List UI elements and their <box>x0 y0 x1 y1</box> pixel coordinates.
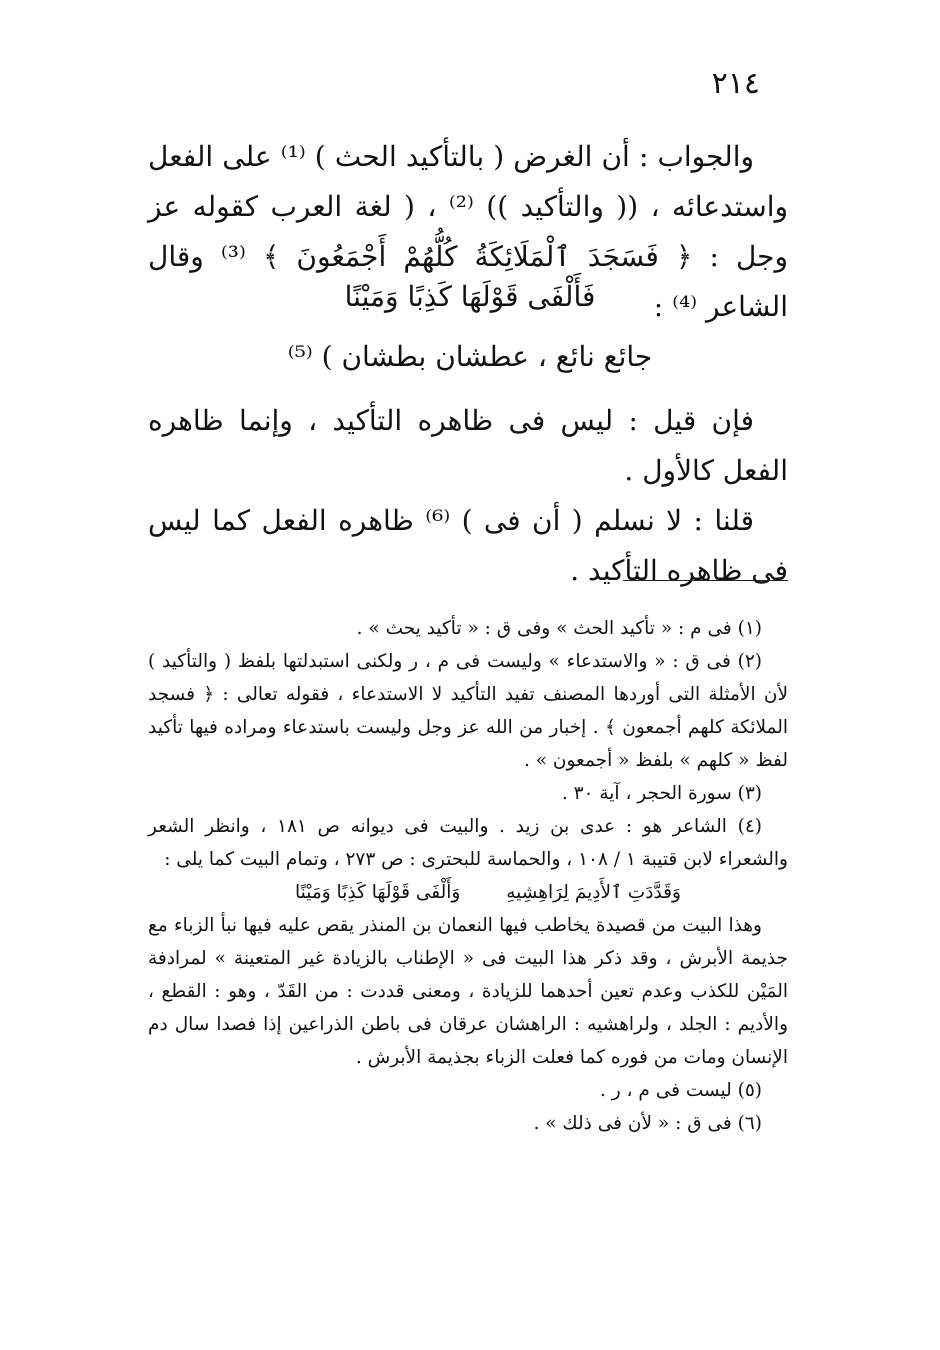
footnote-3: (٣) سورة الحجر ، آية ٣٠ . <box>561 783 762 804</box>
main-text-lower <box>148 396 788 596</box>
page-number: ٢١٤ <box>711 66 760 101</box>
footnote-1: (١) فى م : « تأكيد الحث » وفى ق : « تأكيد يحث » . <box>356 618 762 639</box>
verse-line-2 <box>0 340 940 373</box>
footnote-6: (٦) فى ق : « لأن فى ذلك » . <box>533 1113 762 1134</box>
verse-text-2: جائع نائع ، عطشان بطشان ) ⁽⁵⁾ <box>287 340 653 373</box>
footnote-4-verse-a: وَقَدَّدَتِ ٱلأَدِيمَ لِرَاهِشِيهِ <box>506 882 681 903</box>
verse-text-1: فَأَلْفَى قَوْلَهَا كَذِبًا وَمَيْنًا <box>344 280 596 313</box>
footnote-4-verse <box>148 876 788 909</box>
main-paragraph-3: قلنا : لا نسلم ( أن فى ) ⁽⁶⁾ ظاهره الفعل كما ليس فى ظاهره التأكيد . <box>148 504 788 587</box>
footnote-4-continued: وهذا البيت من قصيدة يخاطب فيها النعمان بن المنذر يقص عليه فيها نبأ الزباء مع جذيمة الأبرش ، وقد ذكر هذا البيت فى « الإطناب بالزيادة غير المتعينة » لمرادفة المَيْن للكذب وعدم تعين أحدهما للزيادة ، ومعنى قددت : من القَدّ ، وهو : القطع ، والأديم : الجلد ، ولراهشيه : الراهشان عرقان فى باطن الذراعين إذا فصدا سال دم الإنسان ومات من فوره كما فعلت الزباء بجذيمة الأبرش . <box>148 915 788 1068</box>
main-paragraph-1: والجواب : أن الغرض ( بالتأكيد الحث ) ⁽¹⁾ على الفعل واستدعائه ، (( والتأكيد )) ⁽²⁾ ، ( لغة العرب كقوله عز وجل : ﴿ فَسَجَدَ ٱلْمَلَائِكَةُ كُلُّهُمْ أَجْمَعُونَ ﴾ ⁽³⁾ وقال الشاعر ⁽⁴⁾ : <box>148 140 789 323</box>
footnote-divider <box>623 580 788 581</box>
footnote-5: (٥) ليست فى م ، ر . <box>599 1080 762 1101</box>
footnotes <box>148 612 788 1140</box>
footnote-2: (٢) فى ق : « والاستدعاء » وليست فى م ، ر ولكنى استبدلتها بلفظ ( والتأكيد ) لأن الأمثلة التى أوردها المصنف تفيد التأكيد لا الاستدعاء ، فقوله تعالى : ﴿ فسجد الملائكة كلهم أجمعون ﴾ . إخبار من الله عز وجل وليست باستدعاء ومراده فيها تأكيد لفظ « كلهم » بلفظ « أجمعون » . <box>148 651 788 771</box>
footnote-4-verse-b: وَأَلْفَى قَوْلَهَا كَذِبًا وَمَيْنًا <box>295 882 461 903</box>
main-paragraph-2: فإن قيل : ليس فى ظاهره التأكيد ، وإنما ظاهره الفعل كالأول . <box>148 404 788 487</box>
footnote-4: (٤) الشاعر هو : عدى بن زيد . والبيت فى ديوانه ص ١٨١ ، وانظر الشعر والشعراء لابن قتيبة ١ / ١٠٨ ، والحماسة للبحترى : ص ٢٧٣ ، وتمام البيت كما يلى : <box>148 816 788 870</box>
verse-line-1 <box>0 280 940 313</box>
